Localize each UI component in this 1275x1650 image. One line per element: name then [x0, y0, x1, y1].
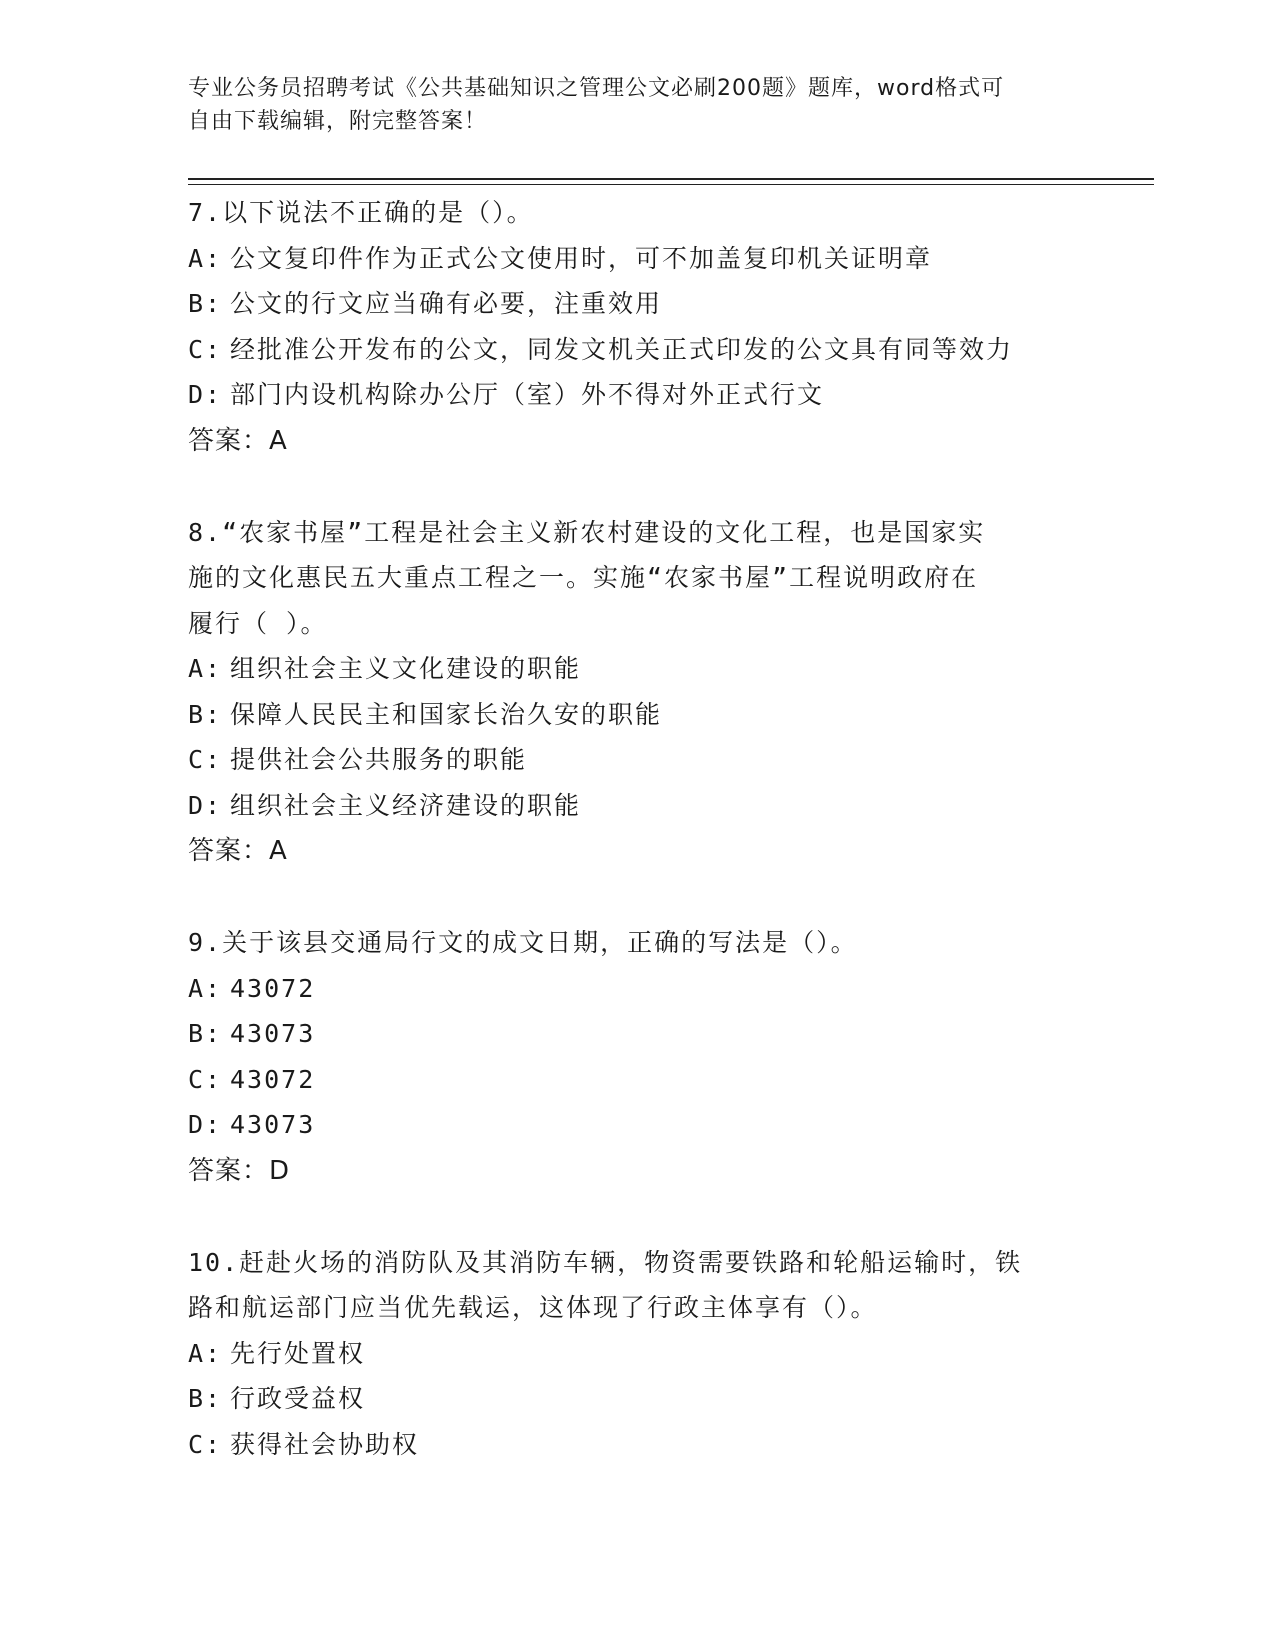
- option-letter: A:: [188, 654, 223, 683]
- option-c: [188, 327, 1088, 373]
- option-letter: A:: [188, 973, 223, 1003]
- option-b: [188, 1376, 1088, 1422]
- stem-line: 8.“农家书屋”工程是社会主义新农村建设的文化工程，也是国家实: [188, 517, 986, 547]
- option-text: 保障人民民主和国家长治久安的职能: [230, 699, 663, 729]
- header-divider-thin: [188, 184, 1154, 185]
- option-c: [188, 737, 1088, 783]
- option-letter: C:: [188, 1064, 223, 1094]
- option-text: 公文复印件作为正式公文使用时，可不加盖复印机关证明章: [230, 243, 933, 273]
- stem-line: 履行（ ）。: [188, 608, 328, 638]
- document-header: [188, 72, 1068, 138]
- stem-line: 施的文化惠民五大重点工程之一。实施“农家书屋”工程说明政府在: [188, 563, 979, 592]
- option-letter: D:: [188, 380, 223, 409]
- option-a: [188, 236, 1088, 282]
- answer-label: 答案：D: [188, 1155, 291, 1186]
- option-letter: B:: [188, 289, 223, 318]
- option-text: 43073: [230, 1019, 316, 1048]
- stem-line: 9.关于该县交通局行文的成文日期，正确的写法是（）。: [188, 928, 858, 957]
- option-text: 组织社会主义经济建设的职能: [230, 790, 582, 820]
- option-b: [188, 281, 1088, 327]
- question-9: [188, 920, 1088, 1194]
- option-text: 组织社会主义文化建设的职能: [230, 654, 582, 683]
- question-stem: [188, 920, 1088, 966]
- option-text: 先行处置权: [230, 1338, 366, 1368]
- option-letter: B:: [188, 1384, 223, 1413]
- option-a: [188, 646, 1088, 692]
- stem-line: 7.以下说法不正确的是（）。: [188, 198, 534, 227]
- question-stem: [188, 190, 1088, 236]
- question-stem: [188, 1240, 1088, 1331]
- option-letter: B:: [188, 699, 223, 729]
- option-c: [188, 1057, 1088, 1103]
- option-letter: A:: [188, 243, 223, 273]
- option-d: [188, 783, 1088, 829]
- option-letter: C:: [188, 334, 223, 364]
- option-letter: C:: [188, 1429, 223, 1459]
- option-letter: B:: [188, 1019, 223, 1048]
- option-letter: A:: [188, 1338, 223, 1368]
- option-text: 获得社会协助权: [230, 1429, 420, 1459]
- option-letter: D:: [188, 1110, 223, 1139]
- stem-line: 路和航运部门应当优先载运，这体现了行政主体享有（）。: [188, 1293, 878, 1322]
- option-a: [188, 966, 1088, 1012]
- option-text: 行政受益权: [230, 1384, 366, 1413]
- option-text: 公文的行文应当确有必要，注重效用: [230, 289, 663, 318]
- question-list: [188, 190, 1088, 1513]
- answer-label: 答案：A: [188, 425, 288, 456]
- option-a: [188, 1331, 1088, 1377]
- option-text: 提供社会公共服务的职能: [230, 745, 528, 774]
- header-line-1: 专业公务员招聘考试《公共基础知识之管理公文必刷200题》题库，word格式可: [188, 76, 1005, 101]
- question-7: [188, 190, 1088, 464]
- option-text: 部门内设机构除办公厅（室）外不得对外正式行文: [230, 380, 825, 409]
- option-b: [188, 692, 1088, 738]
- question-stem: [188, 510, 1088, 647]
- answer-label: 答案：A: [188, 836, 288, 866]
- option-b: [188, 1011, 1088, 1057]
- option-text: 43073: [230, 1110, 316, 1139]
- option-text: 经批准公开发布的公文，同发文机关正式印发的公文具有同等效力: [230, 334, 1014, 364]
- option-letter: D:: [188, 790, 223, 820]
- option-c: [188, 1422, 1088, 1468]
- option-text: 43072: [230, 973, 316, 1003]
- header-divider-thick: [188, 178, 1154, 180]
- option-letter: C:: [188, 745, 223, 774]
- option-text: 43072: [230, 1064, 316, 1094]
- option-d: [188, 372, 1088, 418]
- header-line-2: 自由下载编辑，附完整答案！: [188, 109, 488, 134]
- option-d: [188, 1102, 1088, 1148]
- stem-line: 10.赶赴火场的消防队及其消防车辆，物资需要铁路和轮船运输时，铁: [188, 1247, 1023, 1277]
- question-8: [188, 510, 1088, 875]
- question-10: [188, 1240, 1088, 1468]
